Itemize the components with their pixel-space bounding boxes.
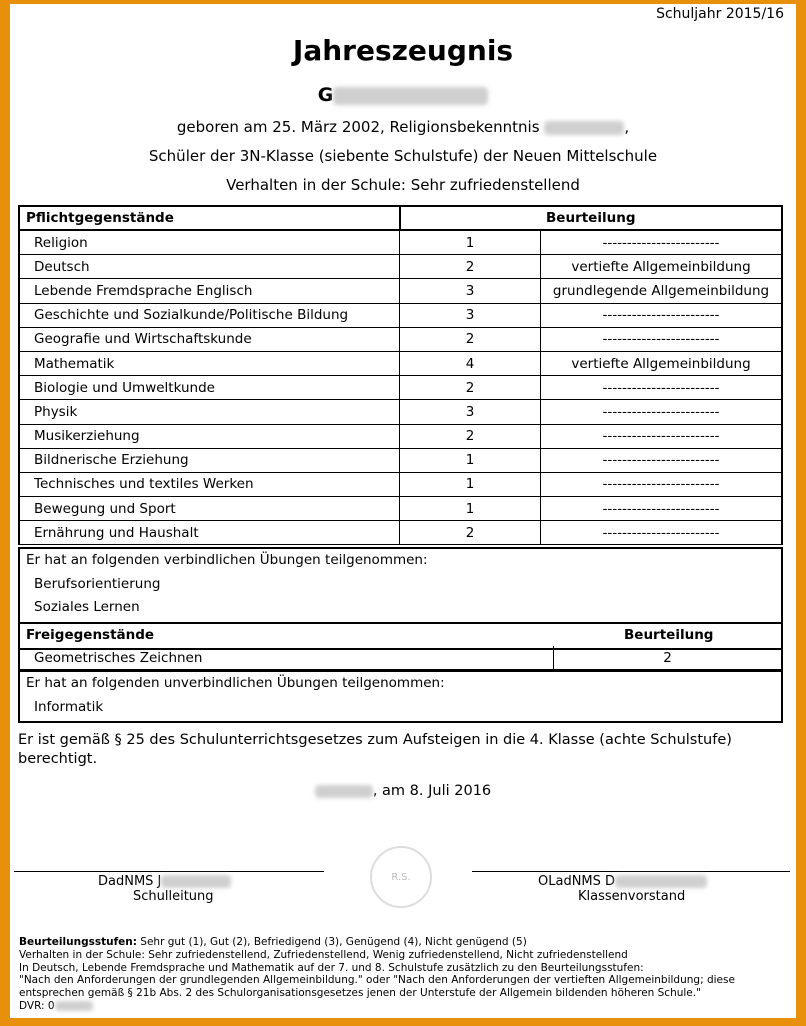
- dvr-number: DVR: 0: [19, 1000, 789, 1013]
- subject-name: Technisches und textiles Werken: [19, 472, 400, 496]
- subject-name: Geografie und Wirtschaftskunde: [19, 327, 400, 351]
- document-title: Jahreszeugnis: [292, 34, 514, 67]
- subject-grade: 1: [400, 448, 541, 472]
- subject-grade: 1: [400, 472, 541, 496]
- subject-name: Biologie und Umweltkunde: [19, 376, 400, 400]
- optional-subject: Geometrisches Zeichnen: [34, 650, 203, 666]
- optional-grade: 2: [663, 650, 672, 666]
- exercise-item: Soziales Lernen: [34, 599, 140, 615]
- subject-row: [19, 303, 782, 327]
- promotion-statement: Er ist gemäß § 25 des Schulunterrichtsgesetzes zum Aufsteigen in die 4. Klasse (achte Schulstufe) berechtigt.: [18, 732, 732, 767]
- class-line: Schüler der 3N-Klasse (siebente Schulstufe) der Neuen Mittelschule: [148, 147, 658, 165]
- subject-note: ------------------------: [541, 400, 783, 424]
- subject-name: Bildnerische Erziehung: [19, 448, 400, 472]
- principal-role: Schulleitung: [133, 889, 214, 904]
- redacted-principal: [161, 875, 231, 888]
- subject-note: ------------------------: [541, 376, 783, 400]
- teacher-name: OLadNMS D: [538, 874, 707, 889]
- subject-grade: 3: [400, 303, 541, 327]
- subject-note: ------------------------: [541, 448, 783, 472]
- subject-row: [19, 472, 782, 496]
- subject-note: ------------------------: [541, 424, 783, 448]
- subject-row: [19, 351, 782, 375]
- subject-row: [19, 448, 782, 472]
- subject-name: Ernährung und Haushalt: [19, 521, 400, 545]
- subject-grade: 3: [400, 279, 541, 303]
- subject-row: [19, 376, 782, 400]
- subject-row: [19, 230, 782, 255]
- subject-row: [19, 521, 782, 545]
- optional-grade-header: Beurteilung: [624, 627, 714, 643]
- student-initial: G: [317, 84, 334, 106]
- subject-grade: 2: [400, 424, 541, 448]
- redacted-place: [315, 785, 373, 798]
- footer-line: In Deutsch, Lebende Fremdsprache und Mathematik auf der 7. und 8. Schulstufe zusätzlich zu den Beurteilungsstufen:: [19, 961, 644, 974]
- subject-row: [19, 279, 782, 303]
- optional-subject-row: [18, 646, 783, 670]
- grading-footer: [19, 936, 789, 1013]
- student-name: [10, 84, 796, 106]
- principal-name: DadNMS J: [98, 874, 231, 889]
- subject-name: Bewegung und Sport: [19, 497, 400, 521]
- subject-note: vertiefte Allgemeinbildung: [541, 351, 783, 375]
- mandatory-subjects-table: [18, 205, 783, 545]
- teacher-role: Klassenvorstand: [578, 889, 686, 904]
- subject-note: grundlegende Allgemeinbildung: [541, 279, 783, 303]
- subject-row: [19, 497, 782, 521]
- subject-name: Lebende Fremdsprache Englisch: [19, 279, 400, 303]
- subject-note: ------------------------: [541, 230, 783, 255]
- subject-grade: 2: [400, 255, 541, 279]
- exercises-intro: Er hat an folgenden verbindlichen Übungen teilgenommen:: [26, 552, 428, 568]
- subject-grade: 2: [400, 521, 541, 545]
- behavior-line: Verhalten in der Schule: Sehr zufriedenstellend: [226, 176, 580, 194]
- redacted-teacher: [615, 875, 707, 888]
- exercise-item: Berufsorientierung: [34, 575, 161, 592]
- certificate-page: [10, 4, 796, 1018]
- subject-note: ------------------------: [541, 303, 783, 327]
- subject-grade: 1: [400, 497, 541, 521]
- optional-exercise-item: Informatik: [34, 698, 104, 715]
- subjects-header: Pflichtgegenstände: [19, 206, 400, 230]
- subject-name: Musikerziehung: [19, 424, 400, 448]
- grade-scale: Beurteilungsstufen: Sehr gut (1), Gut (2), Befriedigend (3), Genügend (4), Nicht genügend (5): [19, 936, 527, 948]
- subject-name: Religion: [19, 230, 400, 255]
- grade-header: Beurteilung: [400, 206, 783, 230]
- footer-line: Verhalten in der Schule: Sehr zufriedenstellend, Zufriedenstellend, Wenig zufriedenstellend, Nicht zufriedenstellend: [19, 948, 628, 961]
- school-seal: R.S.: [370, 846, 432, 908]
- birth-line: geboren am 25. März 2002, Religionsbekenntnis ,: [176, 118, 630, 136]
- redacted-dvr: [55, 1001, 93, 1011]
- subject-grade: 1: [400, 230, 541, 255]
- subject-note: vertiefte Allgemeinbildung: [541, 255, 783, 279]
- redacted-religion: [544, 121, 624, 135]
- signature-line-left: [14, 871, 324, 872]
- subject-name: Geschichte und Sozialkunde/Politische Bildung: [19, 303, 400, 327]
- subject-grade: 3: [400, 400, 541, 424]
- subject-note: ------------------------: [541, 521, 783, 545]
- subject-note: ------------------------: [541, 472, 783, 496]
- optional-header-label: Freigegenstände: [26, 627, 155, 643]
- optional-exercises-intro: Er hat an folgenden unverbindlichen Übungen teilgenommen:: [26, 675, 445, 691]
- date-line: , am 8. Juli 2016: [10, 783, 796, 799]
- subject-name: Mathematik: [19, 351, 400, 375]
- subject-row: [19, 424, 782, 448]
- redacted-name: [333, 87, 488, 105]
- subject-row: [19, 400, 782, 424]
- subject-row: [19, 255, 782, 279]
- footer-line: entsprechen gemäß § 21b Abs. 2 des Schulorganisationsgesetzes jenen der Unterstufe der Allgemein bildenden höheren Schule.": [19, 987, 701, 1000]
- subject-row: [19, 327, 782, 351]
- school-year: Schuljahr 2015/16: [656, 6, 784, 22]
- footer-line: "Nach den Anforderungen der grundlegenden Allgemeinbildung." oder "Nach den Anforderungen der vertieften Allgemeinbildung; diese: [19, 974, 735, 987]
- signature-line-right: [472, 871, 790, 872]
- subject-note: ------------------------: [541, 327, 783, 351]
- subject-grade: 4: [400, 351, 541, 375]
- subject-name: Physik: [19, 400, 400, 424]
- subject-grade: 2: [400, 327, 541, 351]
- subject-note: ------------------------: [541, 497, 783, 521]
- subject-grade: 2: [400, 376, 541, 400]
- subject-name: Deutsch: [19, 255, 400, 279]
- optional-exercises: [18, 670, 783, 723]
- mandatory-exercises: [18, 547, 783, 624]
